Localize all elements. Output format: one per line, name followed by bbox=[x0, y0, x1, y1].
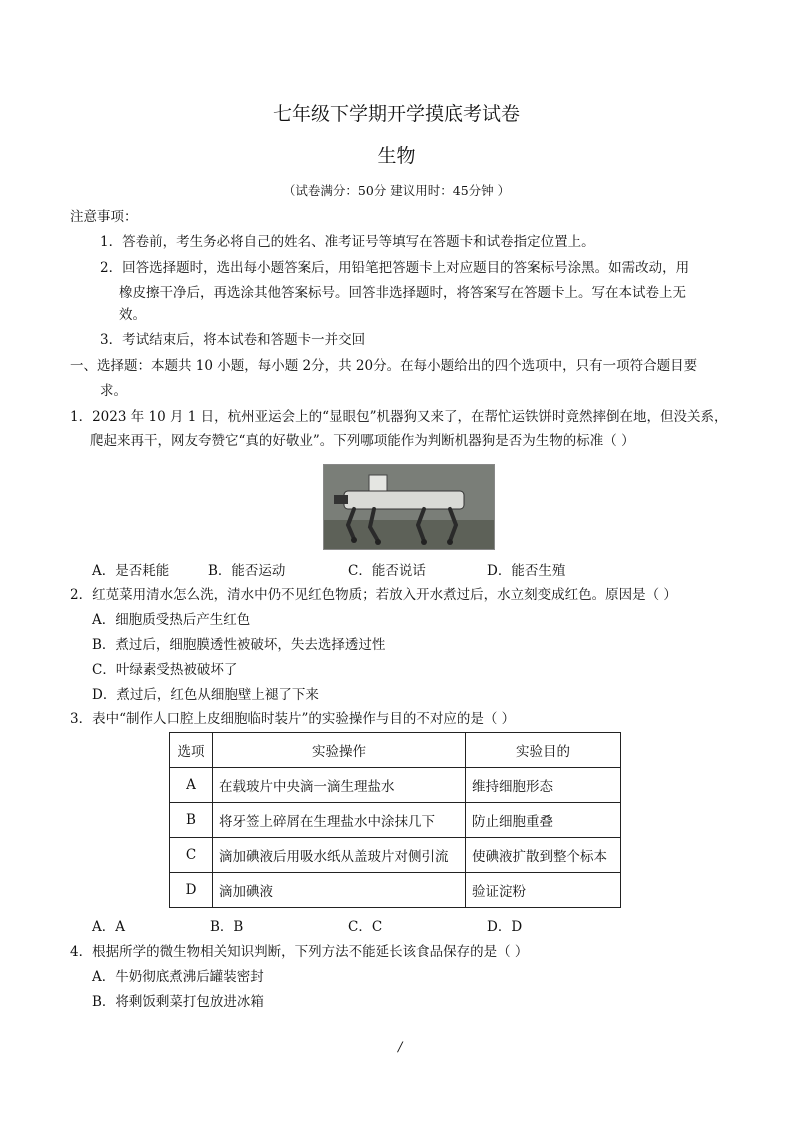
note-item-2-cont: 橡皮擦干净后，再选涂其他答案标号。回答非选择题时，将答案写在答题卡上。写在本试卷上无 bbox=[119, 285, 686, 301]
q2-option-b: B．煮过后，细胞膜透性被破坏，失去选择透过性 bbox=[92, 637, 386, 653]
table-row bbox=[170, 838, 621, 873]
table-cell: 将牙签上碎屑在生理盐水中涂抹几下 bbox=[213, 803, 466, 838]
table-cell: 在载玻片中央滴一滴生理盐水 bbox=[213, 768, 466, 803]
subject-title: 生物 bbox=[377, 145, 416, 167]
q3-option-c: C．C bbox=[348, 919, 383, 935]
page-title: 七年级下学期开学摸底考试卷 bbox=[272, 103, 520, 125]
q3-stem: 3．表中“制作人口腔上皮细胞临时装片”的实验操作与目的不对应的是（ ） bbox=[70, 711, 516, 727]
table-cell: C bbox=[170, 838, 213, 873]
q4-option-b: B．将剩饭剩菜打包放进冰箱 bbox=[92, 994, 264, 1010]
table-cell: D bbox=[170, 873, 213, 908]
table-row bbox=[170, 803, 621, 838]
table-cell: A bbox=[170, 768, 213, 803]
table-cell: 使碘液扩散到整个标本 bbox=[466, 838, 621, 873]
q1-option-b: B．能否运动 bbox=[208, 563, 286, 579]
q1-option-d: D．能否生殖 bbox=[487, 563, 566, 579]
exam-meta: （试卷满分：50分 建议用时：45分钟 ） bbox=[282, 183, 511, 198]
q2-option-c: C．叶绿素受热被破坏了 bbox=[92, 662, 238, 678]
q3-option-b: B．B bbox=[210, 919, 244, 935]
table-cell: 防止细胞重叠 bbox=[466, 803, 621, 838]
table-header-row bbox=[170, 733, 621, 768]
table-header: 实验目的 bbox=[466, 733, 621, 768]
q1-stem: 1．2023 年 10 月 1 日，杭州亚运会上的“显眼包”机器狗又来了，在帮忙运铁饼时竟然摔倒在地，但没关系， bbox=[70, 409, 728, 425]
section-heading-cont: 求。 bbox=[100, 383, 127, 399]
q3-option-d: D．D bbox=[487, 919, 523, 935]
notes-heading: 注意事项： bbox=[70, 209, 138, 225]
table-cell: 滴加碘液 bbox=[213, 873, 466, 908]
table-cell: B bbox=[170, 803, 213, 838]
page-number: / bbox=[398, 1040, 403, 1055]
q3-option-a: A．A bbox=[92, 919, 125, 935]
note-item-1: 1．答卷前，考生务必将自己的姓名、准考证号等填写在答题卡和试卷指定位置上。 bbox=[100, 234, 595, 250]
section-heading: 一、选择题：本题共 10 小题，每小题 2分，共 20分。在每小题给出的四个选项中，只有一项符合题目要 bbox=[70, 358, 698, 374]
table-cell: 验证淀粉 bbox=[466, 873, 621, 908]
q2-option-d: D．煮过后，红色从细胞壁上褪了下来 bbox=[92, 687, 319, 703]
q2-option-a: A．细胞质受热后产生红色 bbox=[92, 612, 251, 628]
q1-option-c: C．能否说话 bbox=[348, 563, 426, 579]
note-item-2: 2．回答选择题时，选出每小题答案后，用铅笔把答题卡上对应题目的答案标号涂黑。如需改动，用 bbox=[100, 260, 690, 276]
table-header: 选项 bbox=[170, 733, 213, 768]
q4-option-a: A．牛奶彻底煮沸后罐装密封 bbox=[92, 969, 264, 985]
table-row bbox=[170, 768, 621, 803]
robot-dog-icon bbox=[324, 465, 494, 549]
table-row bbox=[170, 873, 621, 908]
table-cell: 滴加碘液后用吸水纸从盖玻片对侧引流 bbox=[213, 838, 466, 873]
table-header: 实验操作 bbox=[213, 733, 466, 768]
q4-stem: 4．根据所学的微生物相关知识判断，下列方法不能延长该食品保存的是（ ） bbox=[70, 944, 529, 960]
note-item-3: 3．考试结束后，将本试卷和答题卡一并交回 bbox=[100, 332, 366, 348]
q1-stem-cont: 爬起来再干，网友夸赞它“真的好敬业”。下列哪项能作为判断机器狗是否为生物的标准（ ） bbox=[90, 433, 635, 449]
q3-table bbox=[169, 732, 621, 908]
q1-option-a: A．是否耗能 bbox=[92, 563, 170, 579]
note-item-2-end: 效。 bbox=[119, 307, 146, 323]
q2-stem: 2．红苋菜用清水怎么洗，清水中仍不见红色物质；若放入开水煮过后，水立刻变成红色。原因是（ ） bbox=[70, 587, 677, 603]
table-cell: 维持细胞形态 bbox=[466, 768, 621, 803]
robot-dog-image bbox=[323, 464, 495, 550]
